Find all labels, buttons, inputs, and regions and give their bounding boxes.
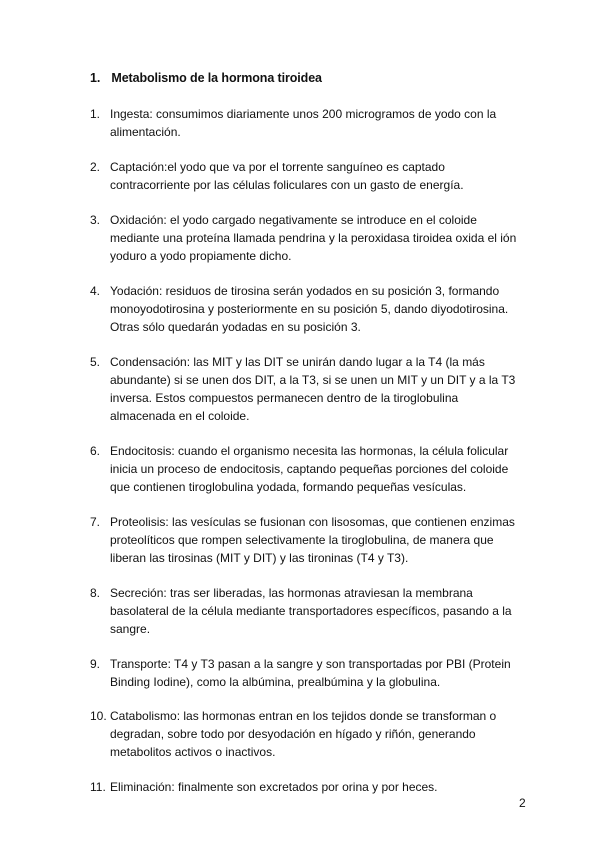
list-item-text: Proteolisis: las vesículas se fusionan con lisosomas, que contienen enzimas proteolíticos que rompen selectivamente la tiroglobulina, de manera que liberan las tirosinas (MIT y DIT) y las tironinas (T4 y T3).	[110, 515, 515, 565]
list-item	[90, 707, 530, 761]
page-number: 2	[519, 796, 526, 810]
section-heading	[90, 71, 322, 85]
list-item-text: Ingesta: consumimos diariamente unos 200 microgramos de yodo con la alimentación.	[110, 107, 497, 139]
list-item-text: Oxidación: el yodo cargado negativamente se introduce en el coloide mediante una proteína llamada pendrina y la peroxidasa tiroidea oxida el ión yoduro a yodo propiamente dicho.	[110, 213, 517, 263]
list-item-number: 5.	[90, 355, 101, 369]
list-item-text: Secreción: tras ser liberadas, las hormonas atraviesan la membrana basolateral de la célula mediante transportadores específicos, pasando a la sangre.	[110, 586, 512, 636]
list-item-number: 1.	[90, 107, 101, 121]
list-item	[90, 584, 530, 638]
list-item-text: Captación:el yodo que va por el torrente sanguíneo es captado contracorriente por las células foliculares con un gasto de energía.	[110, 160, 464, 192]
list-item-text: Transporte: T4 y T3 pasan a la sangre y son transportadas por PBI (Protein Binding Iodine), como la albúmina, prealbúmina y la globulina.	[110, 657, 511, 689]
list-item-text: Yodación: residuos de tirosina serán yodados en su posición 3, formando monoyodotirosina y posteriormente en su posición 5, dando diyodotirosina. Otras sólo quedarán yodadas en su posición 3.	[110, 284, 509, 334]
list-item-text: Catabolismo: las hormonas entran en los tejidos donde se transforman o degradan, sobre todo por desyodación en hígado y riñón, generando metabolitos activos o inactivos.	[110, 709, 497, 759]
list-item	[90, 778, 530, 796]
list-item	[90, 655, 530, 691]
section-title: Metabolismo de la hormona tiroidea	[111, 71, 322, 85]
list-item	[90, 353, 530, 425]
section-number: 1.	[90, 71, 101, 85]
list-item	[90, 442, 530, 496]
list-item-number: 3.	[90, 213, 101, 227]
list-item-number: 7.	[90, 515, 101, 529]
list-item	[90, 105, 530, 141]
numbered-list	[90, 105, 530, 796]
list-item-number: 4.	[90, 284, 101, 298]
list-item-number: 9.	[90, 657, 101, 671]
list-item-text: Condensación: las MIT y las DIT se unirán dando lugar a la T4 (la más abundante) si se unen dos DIT, a la T3, si se unen un MIT y un DIT y a la T3 inversa. Estos compuestos permanecen dentro de la tiroglobulina almacenada en el coloide.	[110, 355, 516, 423]
list-item	[90, 158, 530, 194]
list-item-number: 2.	[90, 160, 101, 174]
list-item	[90, 282, 530, 336]
list-item	[90, 211, 530, 265]
list-item-number: 11.	[90, 780, 106, 794]
list-item-number: 10.	[90, 709, 107, 723]
list-item	[90, 513, 530, 567]
list-item-text: Endocitosis: cuando el organismo necesita las hormonas, la célula folicular inicia un proceso de endocitosis, captando pequeñas porciones del coloide que contienen tiroglobulina yodada, formando pequeñas vesículas.	[110, 444, 509, 494]
list-item-number: 6.	[90, 444, 101, 458]
list-item-number: 8.	[90, 586, 101, 600]
list-item-text: Eliminación: finalmente son excretados por orina y por heces.	[110, 780, 438, 794]
